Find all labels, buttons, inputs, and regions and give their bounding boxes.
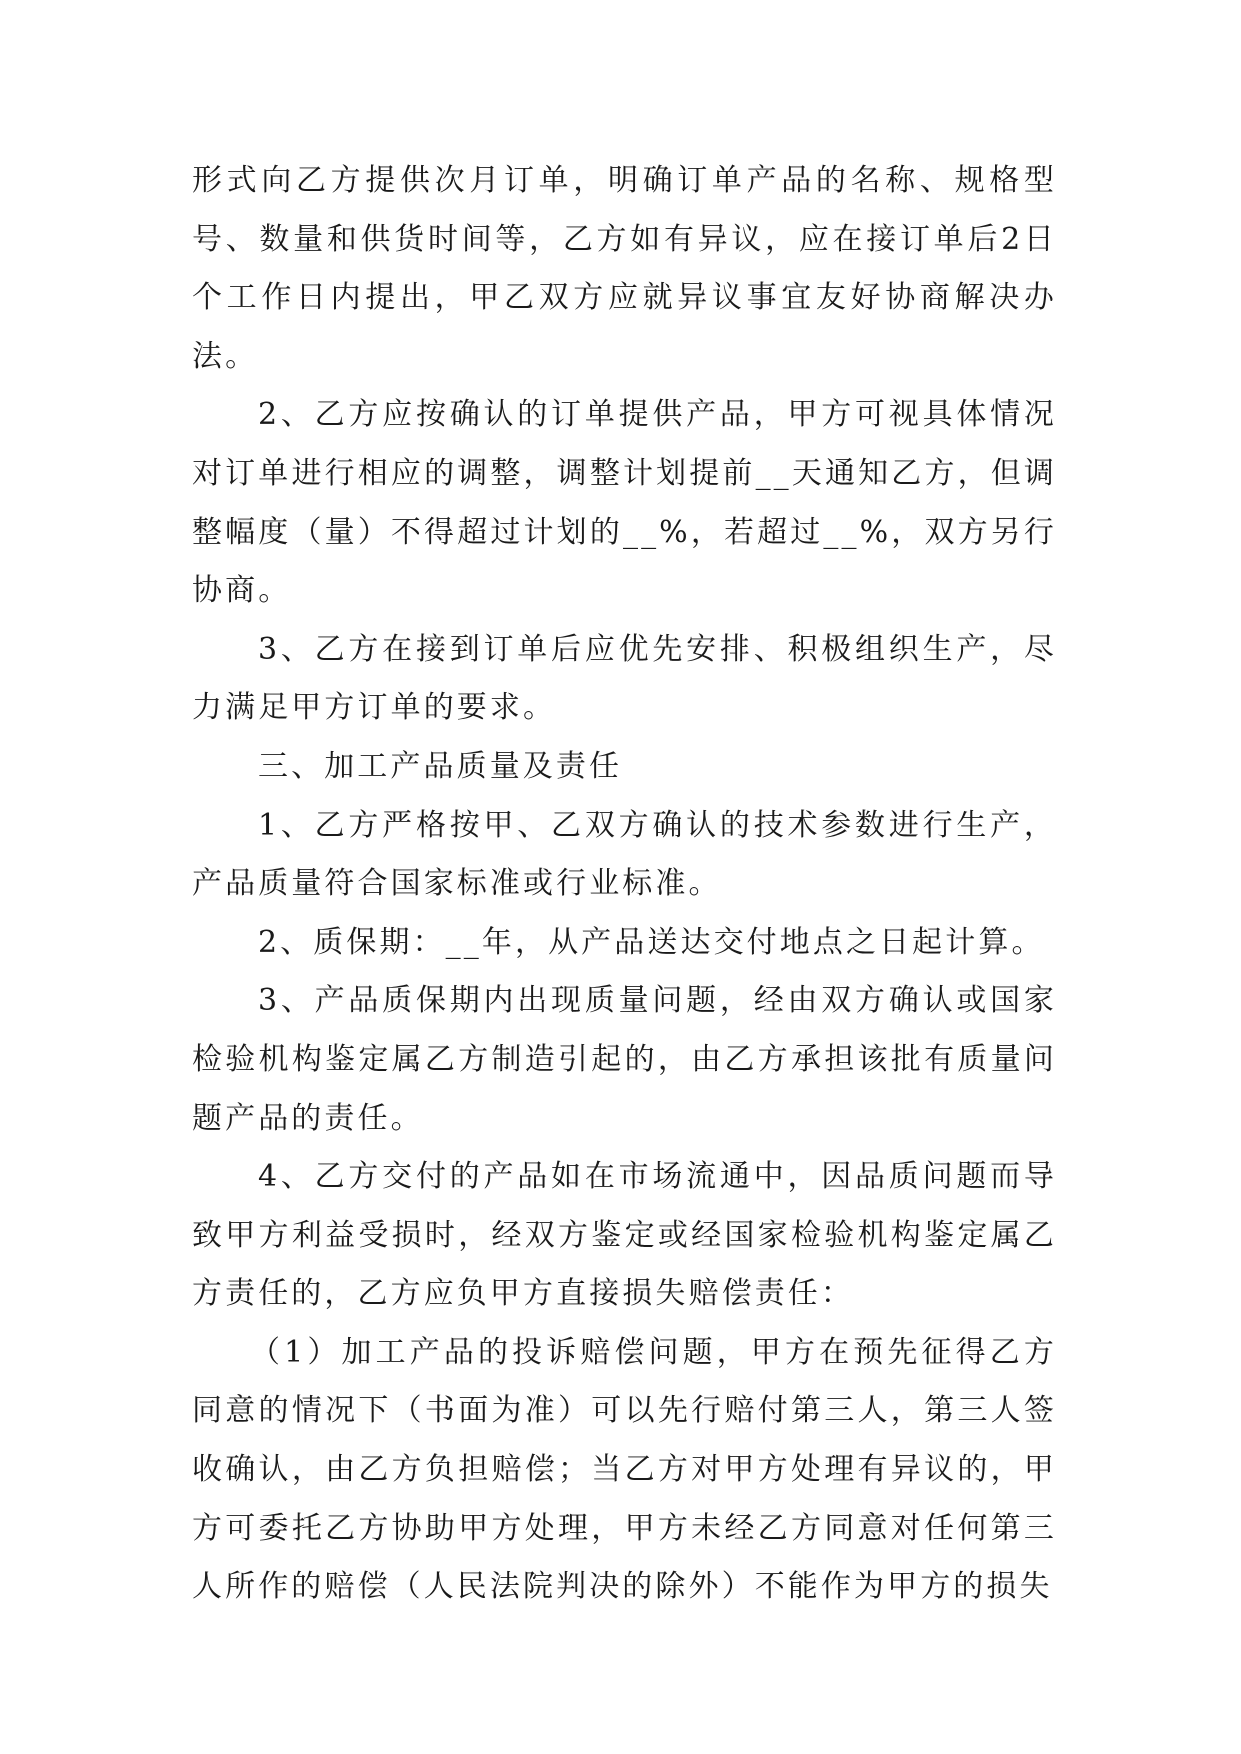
paragraph-order-adjustment: 2、乙方应按确认的订单提供产品，甲方可视具体情况对订单进行相应的调整，调整计划提前__天通知乙方，但调整幅度（量）不得超过计划的__%，若超过__%，双方另行协商。 <box>192 397 1057 609</box>
section-heading-quality: 三、加工产品质量及责任 <box>258 748 623 784</box>
paragraph-warranty-period: 2、质保期：__年，从产品送达交付地点之日起计算。 <box>258 924 1045 960</box>
paragraph-order-submission: 形式向乙方提供次月订单，明确订单产品的名称、规格型号、数量和供货时间等，乙方如有异议，应在接订单后2日个工作日内提出，甲乙双方应就异议事宜友好协商解决办法。 <box>192 163 1057 374</box>
paragraph-technical-standards: 1、乙方严格按甲、乙双方确认的技术参数进行生产，产品质量符合国家标准或行业标准。 <box>192 807 1057 902</box>
paragraph-complaint-compensation: （1）加工产品的投诉赔偿问题，甲方在预先征得乙方同意的情况下（书面为准）可以先行赔付第三人，第三人签收确认，由乙方负担赔偿；当乙方对甲方处理有异议的，甲方可委托乙方协助甲方处理，甲方未经乙方同意对任何第三人所作的赔偿（人民法院判决的除外）不能作为甲方的损失 <box>192 1334 1057 1605</box>
document-body <box>192 152 1057 1617</box>
paragraph-liability: 4、乙方交付的产品如在市场流通中，因品质问题而导致甲方利益受损时，经双方鉴定或经国家检验机构鉴定属乙方责任的，乙方应负甲方直接损失赔偿责任： <box>192 1159 1057 1312</box>
paragraph-production-priority: 3、乙方在接到订单后应优先安排、积极组织生产，尽力满足甲方订单的要求。 <box>192 631 1057 726</box>
paragraph-quality-issues: 3、产品质保期内出现质量问题，经由双方确认或国家检验机构鉴定属乙方制造引起的，由乙方承担该批有质量问题产品的责任。 <box>192 983 1057 1136</box>
